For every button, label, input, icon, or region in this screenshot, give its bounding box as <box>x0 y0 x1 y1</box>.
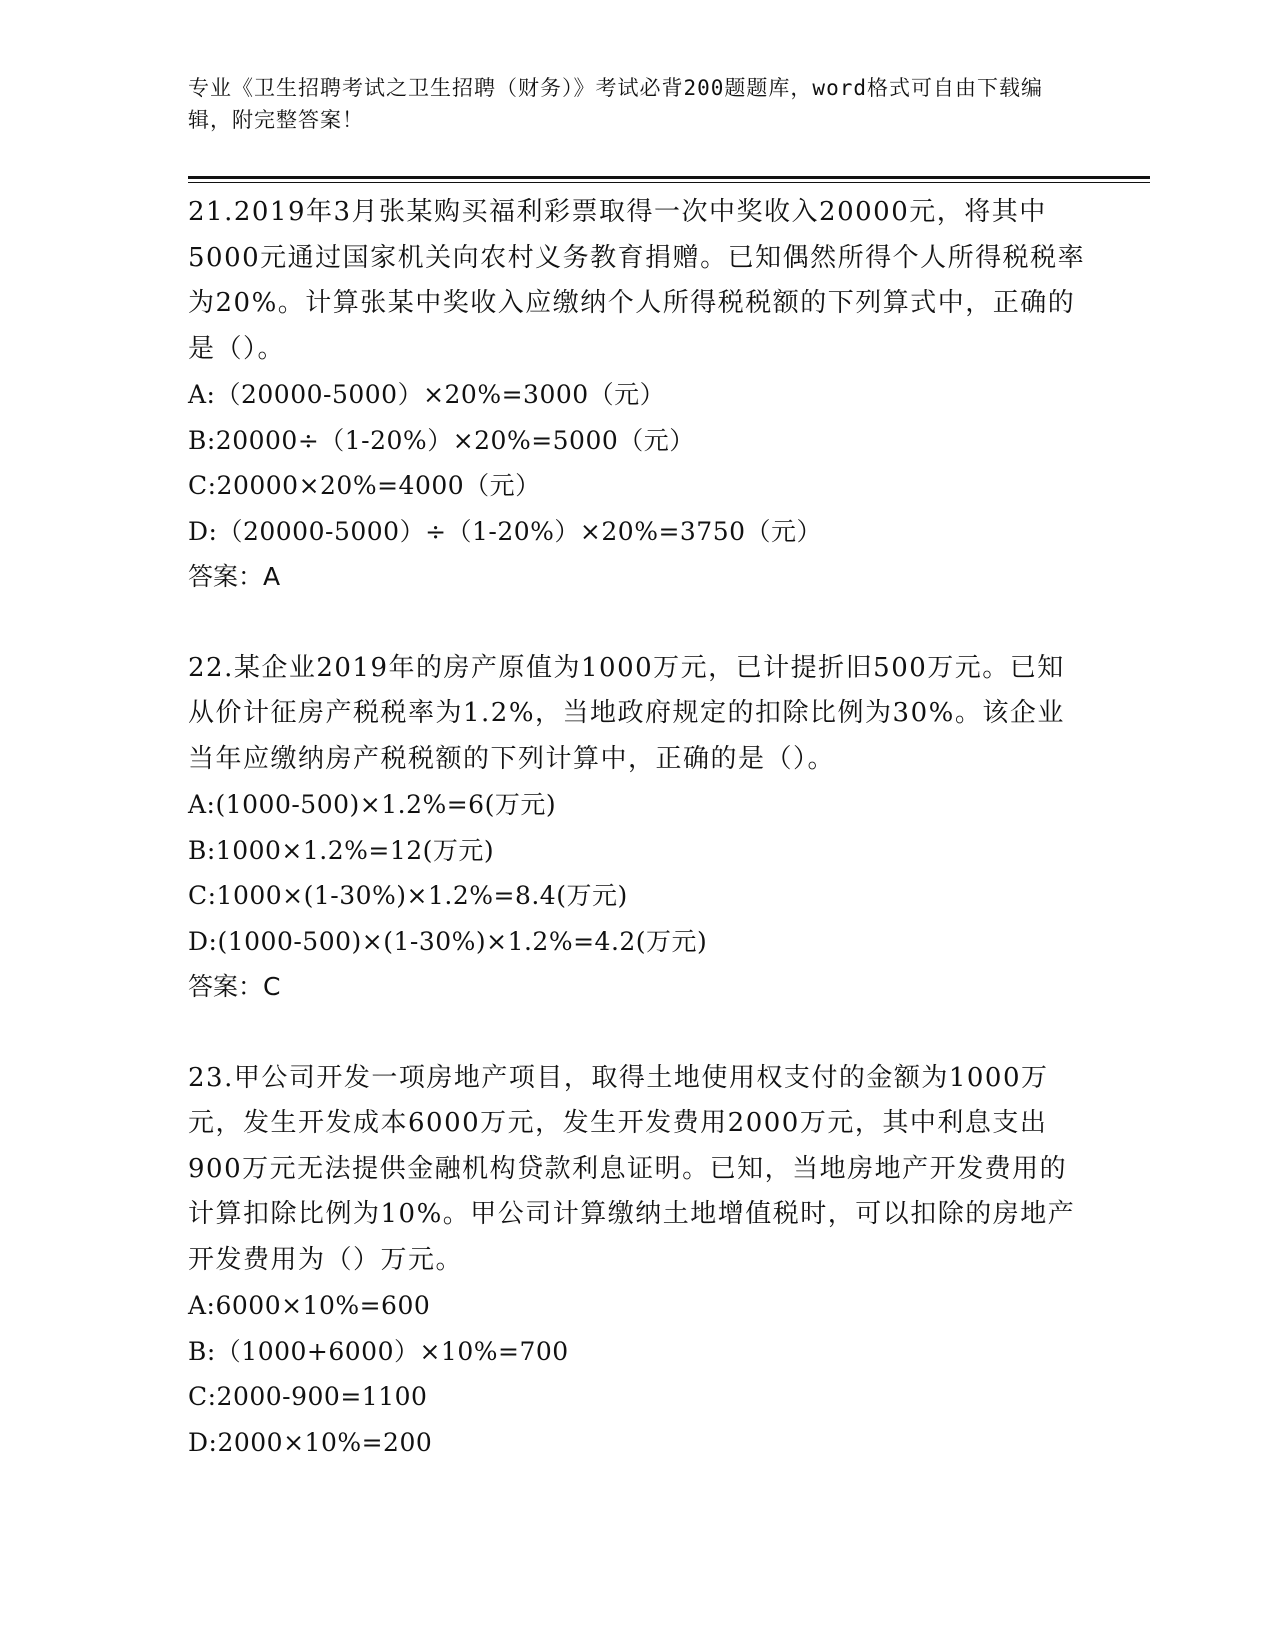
option-c: C:20000×20%=4000（元） <box>188 471 541 500</box>
option-d: D:(1000-500)×(1-30%)×1.2%=4.2(万元) <box>188 926 708 956</box>
header-divider-thin <box>188 182 1150 183</box>
header-divider-thick <box>188 176 1150 179</box>
option-d: D:2000×10%=200 <box>188 1427 433 1457</box>
question-22 <box>188 646 1088 1010</box>
option-c: C:1000×(1-30%)×1.2%=8.4(万元) <box>188 881 628 910</box>
answer-line: 答案：C <box>188 972 281 1001</box>
question-stem: 23.甲公司开发一项房地产项目，取得土地使用权支付的金额为1000万元，发生开发成本6000万元，发生开发费用2000万元，其中利息支出900万元无法提供金融机构贷款利息证明。已知，当地房地产开发费用的计算扣除比例为10%。甲公司计算缴纳土地增值税时，可以扣除的房地产开发费用为（）万元。 <box>188 1062 1076 1275</box>
question-21 <box>188 190 1088 600</box>
option-a: A:（20000-5000）×20%=3000（元） <box>188 380 666 409</box>
question-list <box>188 190 1088 1511</box>
option-a: A:6000×10%=600 <box>188 1291 431 1320</box>
document-header: 专业《卫生招聘考试之卫生招聘（财务）》考试必背200题题库，word格式可自由下载编辑，附完整答案！ <box>188 76 1043 132</box>
option-b: B:20000÷（1-20%）×20%=5000（元） <box>188 425 695 455</box>
option-a: A:(1000-500)×1.2%=6(万元) <box>188 790 557 819</box>
option-b: B:（1000+6000）×10%=700 <box>188 1336 569 1366</box>
question-23 <box>188 1056 1088 1466</box>
option-c: C:2000-900=1100 <box>188 1382 428 1411</box>
question-stem: 22.某企业2019年的房产原值为1000万元，已计提折旧500万元。已知从价计征房产税税率为1.2%，当地政府规定的扣除比例为30%。该企业当年应缴纳房产税税额的下列计算中，正确的是（）。 <box>188 652 1065 774</box>
option-b: B:1000×1.2%=12(万元) <box>188 835 495 865</box>
question-stem: 21.2019年3月张某购买福利彩票取得一次中奖收入20000元，将其中5000元通过国家机关向农村义务教育捐赠。已知偶然所得个人所得税税率为20%。计算张某中奖收入应缴纳个人所得税税额的下列算式中，正确的是（）。 <box>188 197 1086 364</box>
answer-line: 答案：A <box>188 562 281 591</box>
option-d: D:（20000-5000）÷（1-20%）×20%=3750（元） <box>188 516 823 546</box>
